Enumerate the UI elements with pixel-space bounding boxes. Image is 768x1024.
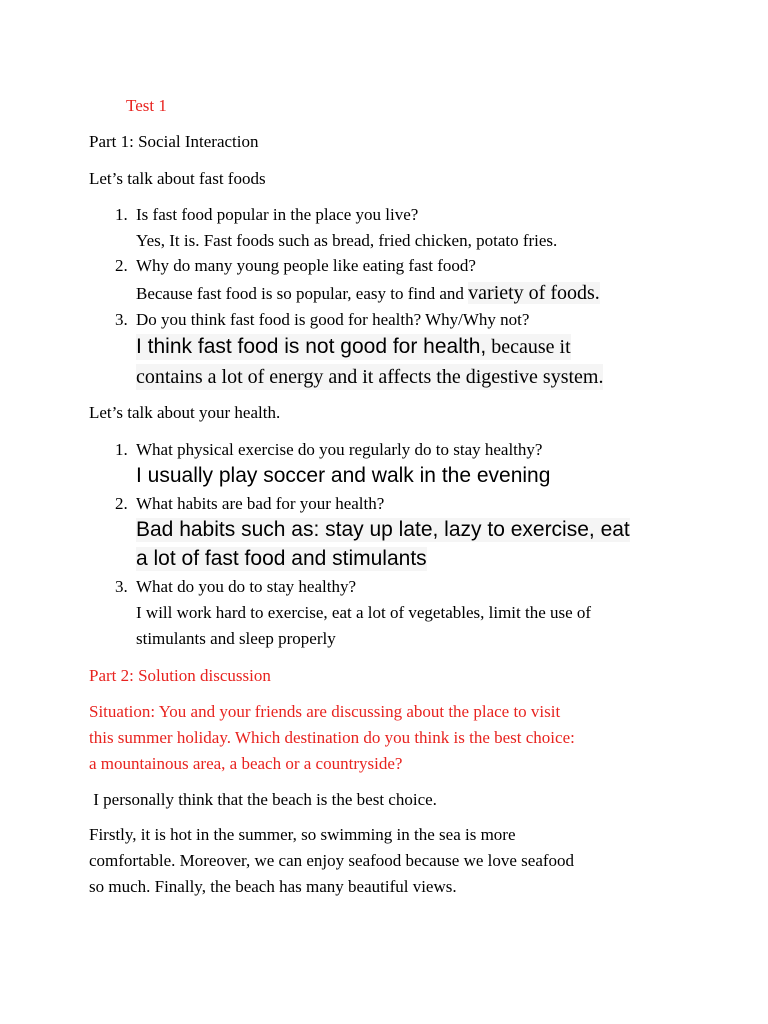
topic2-item3-number: 3. <box>115 577 128 596</box>
topic2-item1-answer: I usually play soccer and walk in the evening <box>136 464 551 487</box>
topic2-item3-question: What do you do to stay healthy? <box>136 577 357 596</box>
topic1-item3-answer-line2: contains a lot of energy and it affects the digestive system. <box>136 366 604 388</box>
situation-line3: a mountainous area, a beach or a countryside? <box>89 754 403 773</box>
topic2-item3-answer-line1: I will work hard to exercise, eat a lot of vegetables, limit the use of <box>136 603 592 622</box>
topic2-item2-number: 2. <box>115 494 128 513</box>
topic1-item1-answer: Yes, It is. Fast foods such as bread, fried chicken, potato fries. <box>136 231 558 250</box>
topic1-heading: Let’s talk about fast foods <box>89 169 266 188</box>
topic2-item3-answer-line2: stimulants and sleep properly <box>136 629 336 648</box>
topic1-item3-answer-line1-serif: because it <box>486 336 571 358</box>
topic1-item3-number: 3. <box>115 310 128 329</box>
topic1-item2-answer <box>136 283 600 304</box>
topic2-item2-answer-line1: Bad habits such as: stay up late, lazy to exercise, eat <box>136 518 630 541</box>
topic2-item1-question: What physical exercise do you regularly do to stay healthy? <box>136 440 543 459</box>
topic1-item3-answer-line1-sans: I think fast food is not good for health, <box>136 335 487 358</box>
test-title: Test 1 <box>126 96 167 115</box>
topic2-item1-number: 1. <box>115 440 128 459</box>
topic2-item2-question: What habits are bad for your health? <box>136 494 385 513</box>
answer-line3: so much. Finally, the beach has many beautiful views. <box>89 877 457 896</box>
answer-line1: Firstly, it is hot in the summer, so swimming in the sea is more <box>89 825 516 844</box>
topic1-item2-number: 2. <box>115 256 128 275</box>
topic1-item2-question: Why do many young people like eating fast food? <box>136 256 476 275</box>
topic1-item1-question: Is fast food popular in the place you live? <box>136 205 419 224</box>
topic2-heading: Let’s talk about your health. <box>89 403 281 422</box>
part2-heading: Part 2: Solution discussion <box>89 666 271 685</box>
topic1-item3-answer-line1 <box>136 334 571 360</box>
topic1-item1-number: 1. <box>115 205 128 224</box>
part1-heading: Part 1: Social Interaction <box>89 132 259 151</box>
topic2-item2-answer-line2: a lot of fast food and stimulants <box>136 547 427 570</box>
situation-line2: this summer holiday. Which destination do you think is the best choice: <box>89 728 575 747</box>
topic1-item2-answer-part2: variety of foods. <box>468 282 600 304</box>
answer-line2: comfortable. Moreover, we can enjoy seafood because we love seafood <box>89 851 575 870</box>
situation-line1: Situation: You and your friends are discussing about the place to visit <box>89 702 561 721</box>
answer-intro: I personally think that the beach is the best choice. <box>89 790 437 809</box>
topic1-item3-question: Do you think fast food is good for health? Why/Why not? <box>136 310 530 329</box>
topic1-item2-answer-part1: Because fast food is so popular, easy to find and <box>136 284 469 303</box>
